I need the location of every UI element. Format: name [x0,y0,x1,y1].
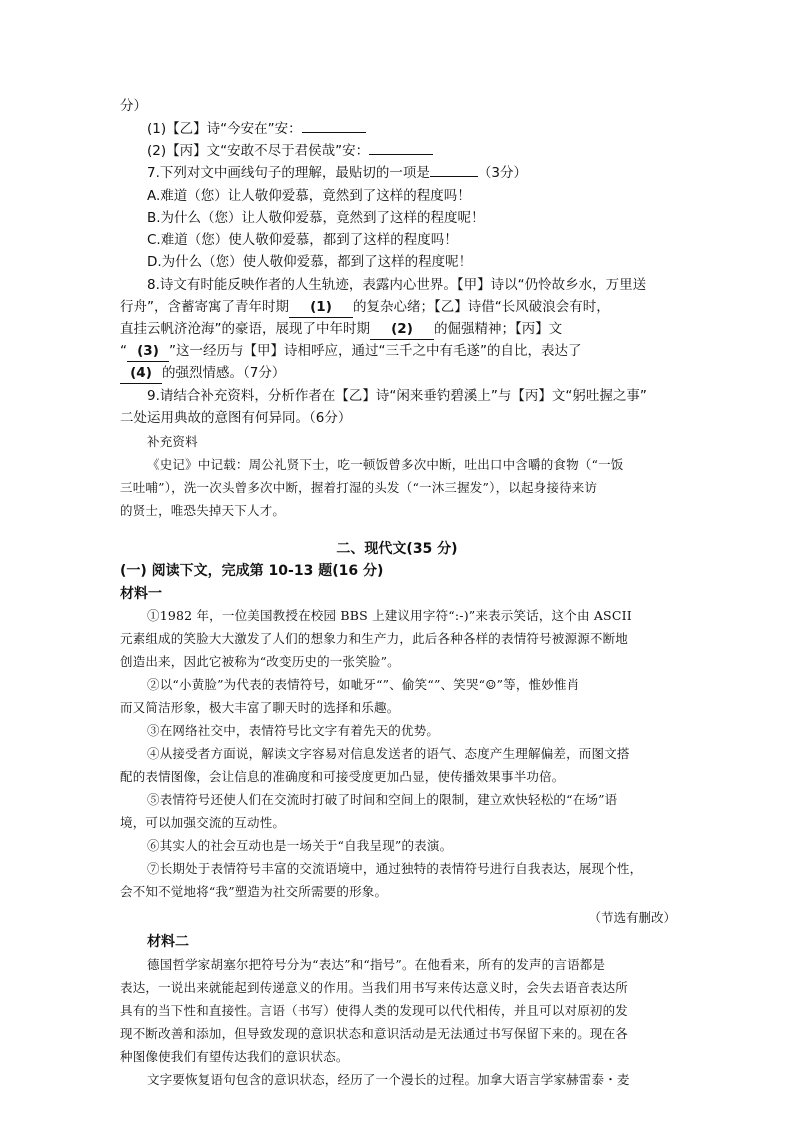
blank-2[interactable]: (2) [370,320,434,340]
paragraph-6: ⑥其实人的社会互动也是一场关于“自我呈现”的表演。 [147,838,453,853]
material-2-line-3: 具有的当下性和直接性。言语（书写）使得人类的发现可以代代相传，并且可以对原初的发 [120,1003,629,1018]
paragraph-7-line-1: ⑦长期处于表情符号丰富的交流语境中，通过独特的表情符号进行自我表达，展现个性， [147,861,643,876]
question-9-line-1: 9.请结合补充资料，分析作者在【乙】诗“闲来垂钓碧溪上”与【丙】文“躬吐握之事” [147,388,647,404]
answer-blank[interactable] [369,154,433,155]
paragraph-4-line-1: ④从接受者方面说，解读文字容易对信息发送者的语气、态度产生理解偏差，而图文搭 [147,746,630,761]
material-2-line-1: 德国哲学家胡塞尔把符号分为“表达”和“指号”。在他看来，所有的发声的言语都是 [147,957,606,972]
q8-text: 的强烈情感。（7分） [162,365,286,381]
q7-stem-text: 7.下列对文中画线句子的理解，最贴切的一项是 [147,165,430,181]
q8-text: ”这一经历与【甲】诗相呼应，通过“三千之中有毛遂”的自比，表达了 [169,343,582,359]
answer-blank[interactable] [302,132,366,133]
question-8-line-3 [120,320,680,340]
paragraph-5-line-2: 境，可以加强交流的互动性。 [120,815,286,830]
paragraph-2-line-1: ②以“小黄脸”为代表的表情符号，如呲牙“”、偷笑“”、笑哭“☺”等，惟妙惟肖 [147,677,580,692]
option-b: B.为什么（您）让人敬仰爱慕，竟然到了这样的程度呢！ [147,210,485,226]
material-2-line-5: 种图像使我们有望传达我们的意识状态。 [120,1049,349,1064]
paragraph-1-line-2: 元素组成的笑脸大大激发了人们的想象力和生产力，此后各种各样的表情符号被源源不断地 [120,631,629,646]
material-2-title: 材料二 [147,934,189,950]
q8-text: 行舟”，含蓄寄寓了青年时期 [120,299,289,315]
question-9-line-2: 二处运用典故的意图有何异同。（6分） [120,410,352,426]
paragraph-1-line-3: 创造出来，因此它被称为“改变历史的一张笑脸”。 [120,654,400,669]
material-2-line-4: 现不断改善和添加，但导致发现的意识状态和意识活动是无法通过书写保留下来的。现在各 [120,1026,629,1041]
q8-text: “ [120,343,127,359]
question-8-line-2 [120,298,680,318]
paragraph-7-line-2: 会不知不觉地将“我”塑造为社交所需要的形象。 [120,884,388,899]
q7-score: （3分） [477,165,527,181]
material-2-line-6: 文字要恢复语句包含的意识状态，经历了一个漫长的过程。加拿大语言学家赫雷泰・麦 [147,1072,630,1087]
supplement-title: 补充资料 [147,434,198,449]
q8-text: 的复杂心绪；【乙】诗借“长风破浪会有时， [353,299,610,315]
q6-2-text: (2)【丙】文“安敢不尽于君侯哉”安： [147,143,370,159]
supplement-line-3: 的贤士，唯恐失掉天下人才。 [120,503,286,518]
q8-text: 直挂云帆济沧海”的豪语，展现了中年时期 [120,321,370,337]
question-6-item-2 [147,142,707,161]
paragraph-4-line-2: 配的表情图像，会让信息的准确度和可接受度更加凸显，使传播效果事半功倍。 [120,769,565,784]
material-2-line-2: 表达，一说出来就能起到传递意义的作用。当我们用书写来传达意义时，会失去语音表达所 [120,980,629,995]
paragraph-5-line-1: ⑤表情符号还使人们在交流时打破了时间和空间上的限制，建立欢快轻松的“在场”语 [147,792,618,807]
option-a: A.难道（您）让人敬仰爱慕，竟然到了这样的程度吗！ [147,188,471,204]
supplement-line-2: 三吐哺”），洗一次头曾多次中断，握着打湿的头发（“一沐三握发”），以起身接待来访 [120,480,598,495]
question-8-line-4 [120,342,680,362]
question-8-line-1: 8.诗文有时能反映作者的人生轨迹，表露内心世界。【甲】诗以“仍怜故乡水，万里送 [147,277,647,293]
paragraph-1-line-1: ①1982 年，一位美国教授在校园 BBS 上建议用字符“:-)”来表示笑话，这个由 ASCII [147,608,632,623]
material-1-title: 材料一 [120,586,162,602]
paragraph-3: ③在网络社交中，表情符号比文字有着先天的优势。 [147,723,440,738]
blank-4[interactable]: (4) [120,364,162,384]
option-d: D.为什么（您）使人敬仰爱慕，都到了这样的程度呢！ [147,254,473,270]
q6-1-text: (1)【乙】诗“今安在”安： [147,121,302,137]
paragraph-2-line-2: 而又简洁形象，极大丰富了聊天时的选择和乐趣。 [120,700,400,715]
question-6-item-1 [147,120,707,139]
answer-blank[interactable] [430,176,478,177]
option-c: C.难道（您）使人敬仰爱慕，都到了这样的程度吗！ [147,232,458,248]
excerpt-note: （节选有删改） [588,910,676,925]
continued-text: 分） [120,98,147,114]
question-7-stem [147,164,707,183]
supplement-line-1: 《史记》中记载：周公礼贤下士，吃一顿饭曾多次中断，吐出口中含嚼的食物（“一饭 [147,457,624,472]
question-8-line-5 [120,364,680,384]
section-title: 二、现代文(35 分) [336,541,458,557]
blank-1[interactable]: (1) [289,298,353,318]
blank-3[interactable]: (3) [127,342,169,362]
q8-text: 的倔强精神；【丙】文 [434,321,563,337]
section-subtitle: (一) 阅读下文，完成第 10-13 题(16 分) [120,563,384,579]
